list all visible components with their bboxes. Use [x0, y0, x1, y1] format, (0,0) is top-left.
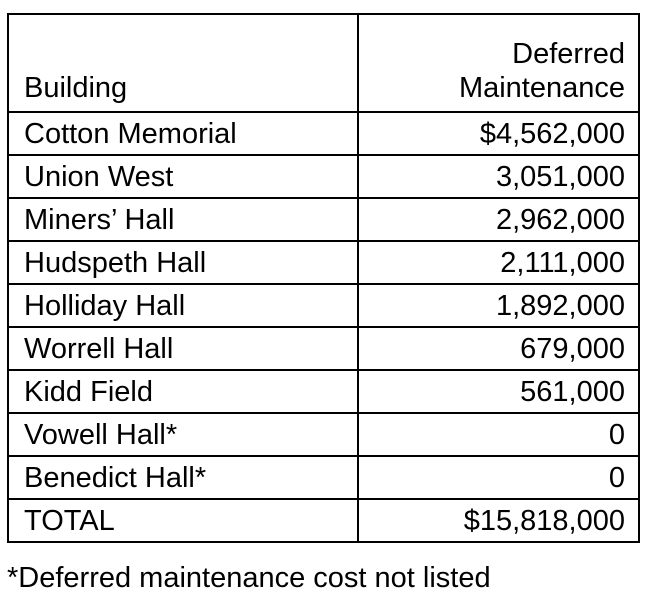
deferred-maintenance-table — [7, 13, 640, 543]
deferred-cost: 2,111,000 — [358, 241, 639, 284]
deferred-cost: $4,562,000 — [358, 112, 639, 155]
deferred-cost: 0 — [358, 413, 639, 456]
table-row — [8, 284, 639, 327]
deferred-cost: 0 — [358, 456, 639, 499]
building-name: Hudspeth Hall — [8, 241, 358, 284]
header-building: Building — [8, 14, 358, 112]
building-name: Cotton Memorial — [8, 112, 358, 155]
table-row — [8, 155, 639, 198]
header-deferred-line1: Deferred — [512, 38, 625, 70]
building-name: Union West — [8, 155, 358, 198]
building-name: Benedict Hall* — [8, 456, 358, 499]
deferred-cost: 1,892,000 — [358, 284, 639, 327]
table-row — [8, 198, 639, 241]
total-value: $15,818,000 — [358, 499, 639, 542]
building-name: Kidd Field — [8, 370, 358, 413]
deferred-cost: 561,000 — [358, 370, 639, 413]
building-name: Vowell Hall* — [8, 413, 358, 456]
total-label: TOTAL — [8, 499, 358, 542]
total-row — [8, 499, 639, 542]
table-row — [8, 456, 639, 499]
deferred-cost: 3,051,000 — [358, 155, 639, 198]
building-name: Holliday Hall — [8, 284, 358, 327]
header-deferred-line2: Maintenance — [458, 72, 625, 104]
building-name: Miners’ Hall — [8, 198, 358, 241]
deferred-cost: 679,000 — [358, 327, 639, 370]
deferred-cost: 2,962,000 — [358, 198, 639, 241]
building-name: Worrell Hall — [8, 327, 358, 370]
table-row — [8, 413, 639, 456]
header-deferred-maintenance — [358, 14, 639, 112]
header-row — [8, 14, 639, 112]
table-row — [8, 327, 639, 370]
table-row — [8, 370, 639, 413]
table-row — [8, 112, 639, 155]
table-row — [8, 241, 639, 284]
maintenance-table-container — [7, 13, 638, 543]
footnote: *Deferred maintenance cost not listed — [7, 562, 491, 594]
